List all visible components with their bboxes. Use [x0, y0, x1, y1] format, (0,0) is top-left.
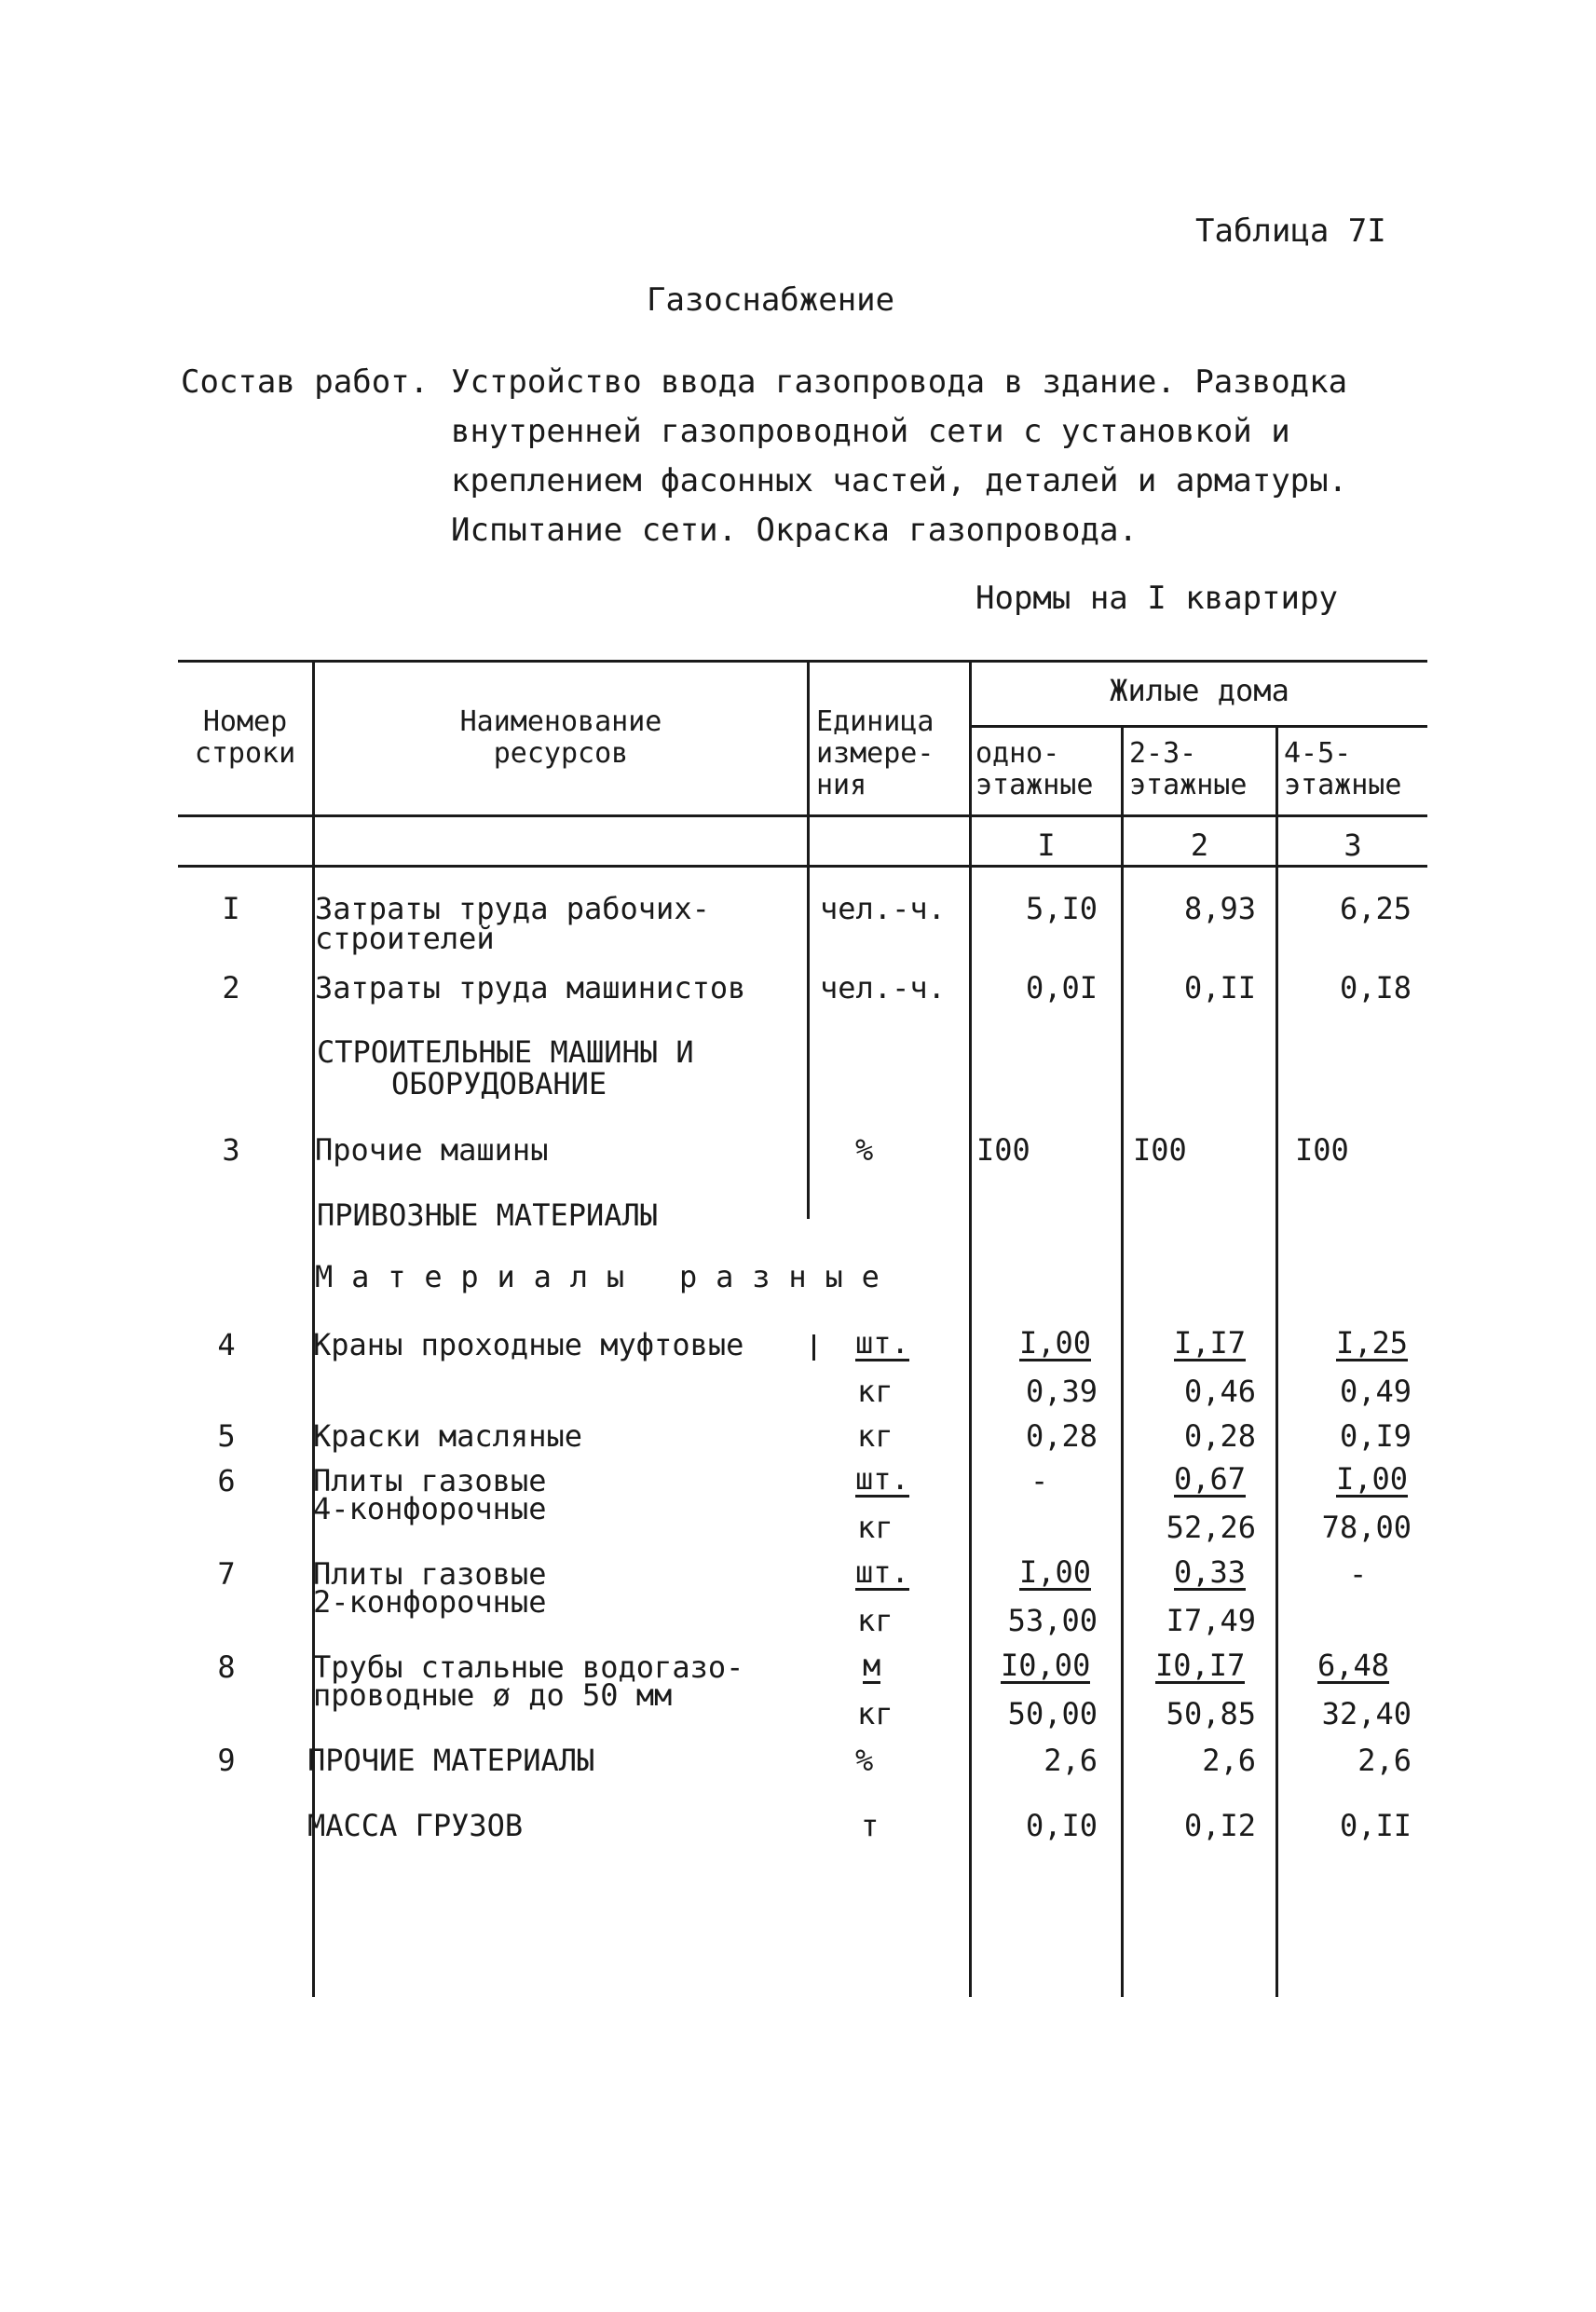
subsection-heading: Материалы разные — [315, 1259, 898, 1294]
value-cell: 0,39 — [1025, 1374, 1098, 1409]
value-cell: I00 — [976, 1132, 1030, 1168]
row-number: 7 — [217, 1556, 236, 1592]
header-col1: одно- этажные — [975, 737, 1094, 801]
composition-label: Состав работ. — [181, 363, 430, 401]
value-cell: 6,25 — [1339, 891, 1412, 926]
header-bottom-rule — [178, 814, 1427, 817]
value-cell: I,25 — [1336, 1325, 1409, 1361]
value-cell: 0,28 — [1183, 1418, 1256, 1454]
header-unit: Единица измере- ния — [816, 705, 934, 801]
unit-cell: шт. — [855, 1461, 909, 1497]
value-cell: I,00 — [1336, 1461, 1409, 1497]
col-index: I — [1037, 828, 1056, 863]
unit-cell: кг — [857, 1603, 893, 1638]
resource-name: Трубы стальные водогазо- проводные ø до 50 мм — [313, 1649, 744, 1713]
value-cell: I0,00 — [1001, 1648, 1091, 1683]
value-cell: 50,85 — [1166, 1696, 1256, 1731]
resource-name: Плиты газовые 2-конфорочные — [313, 1556, 547, 1620]
unit-cell: кг — [857, 1696, 893, 1731]
table-top-rule — [178, 660, 1427, 663]
index-rule — [178, 865, 1427, 868]
resource-name: ПРОЧИЕ МАТЕРИАЛЫ — [307, 1743, 595, 1778]
unit-cell: кг — [857, 1374, 893, 1409]
value-cell: I7,49 — [1166, 1603, 1256, 1638]
unit-cell: чел.-ч. — [820, 970, 946, 1006]
table-label: Таблица 7I — [1195, 212, 1386, 250]
resource-name: Краски масляные — [313, 1418, 582, 1454]
resource-name: МАССА ГРУЗОВ — [307, 1808, 524, 1843]
value-cell: 0,67 — [1174, 1461, 1247, 1497]
col-index: 3 — [1344, 828, 1362, 863]
value-cell: 2,6 — [1357, 1743, 1412, 1778]
value-cell: 5,I0 — [1025, 891, 1098, 926]
value-cell: 0,33 — [1174, 1554, 1247, 1590]
row-number: 4 — [217, 1327, 236, 1362]
col-index: 2 — [1190, 828, 1209, 863]
composition-line: креплением фасонных частей, деталей и арматуры. — [451, 462, 1348, 499]
value-cell: 0,46 — [1183, 1374, 1256, 1409]
unit-cell: % — [855, 1743, 874, 1778]
value-cell: 53,00 — [1007, 1603, 1098, 1638]
value-cell: 50,00 — [1007, 1696, 1098, 1731]
value-cell: 0,49 — [1339, 1374, 1412, 1409]
unit-cell: шт. — [855, 1325, 909, 1361]
value-cell: I00 — [1133, 1132, 1187, 1168]
header-resource: Наименование ресурсов — [459, 705, 662, 770]
value-cell: 2,6 — [1202, 1743, 1256, 1778]
composition-line: Испытание сети. Окраска газопровода. — [451, 512, 1138, 549]
value-cell: I,00 — [1019, 1325, 1092, 1361]
value-cell: I0,I7 — [1155, 1648, 1246, 1683]
unit-cell: кг — [857, 1418, 893, 1454]
unit-tick — [812, 1334, 815, 1361]
value-cell: 0,II — [1183, 970, 1256, 1006]
resource-name: Прочие машины — [315, 1132, 549, 1168]
value-cell: 0,0I — [1025, 970, 1098, 1006]
composition-line: Устройство ввода газопровода в здание. Разводка — [451, 363, 1348, 401]
section-title: Газоснабжение — [647, 281, 895, 319]
value-cell: I,00 — [1019, 1554, 1092, 1590]
value-cell: 0,II — [1339, 1808, 1412, 1843]
resource-name: Краны проходные муфтовые — [313, 1327, 744, 1362]
row-number: 5 — [217, 1418, 236, 1454]
value-cell: 52,26 — [1166, 1510, 1256, 1545]
value-cell: 0,I2 — [1183, 1808, 1256, 1843]
row-number: 3 — [222, 1132, 240, 1168]
row-number: 2 — [222, 970, 240, 1006]
value-cell: 78,00 — [1321, 1510, 1412, 1545]
value-cell: - — [1349, 1556, 1368, 1592]
value-cell: I00 — [1295, 1132, 1349, 1168]
value-cell: 0,I9 — [1339, 1418, 1412, 1454]
value-cell: 2,6 — [1044, 1743, 1098, 1778]
value-cell: I,I7 — [1174, 1325, 1247, 1361]
col-divider-unit — [807, 660, 810, 1219]
unit-cell: т — [861, 1808, 880, 1843]
resource-name: Затраты труда машинистов — [315, 970, 746, 1006]
resource-name: Плиты газовые 4-конфорочные — [313, 1463, 547, 1526]
value-cell: - — [1030, 1463, 1049, 1498]
value-cell: 0,28 — [1025, 1418, 1098, 1454]
header-row-no: Номер строки — [194, 705, 296, 770]
header-col3: 4-5- этажные — [1284, 737, 1402, 801]
unit-cell: чел.-ч. — [820, 891, 946, 926]
value-cell: 6,48 — [1317, 1648, 1390, 1683]
unit-cell: кг — [857, 1510, 893, 1545]
value-cell: 0,I0 — [1025, 1808, 1098, 1843]
resource-name: Затраты труда рабочих- строителей — [315, 891, 710, 956]
value-cell: 8,93 — [1183, 891, 1256, 926]
section-heading: ПРИВОЗНЫЕ МАТЕРИАЛЫ — [317, 1197, 659, 1233]
group-rule — [969, 725, 1427, 728]
value-cell: 0,I8 — [1339, 970, 1412, 1006]
row-number: 9 — [217, 1743, 236, 1778]
row-number: I — [222, 891, 240, 926]
unit-cell: % — [855, 1132, 874, 1168]
unit-cell: шт. — [855, 1554, 909, 1590]
norms-note: Нормы на I квартиру — [975, 580, 1338, 617]
composition-line: внутренней газопроводной сети с установкой и — [451, 413, 1290, 450]
row-number: 6 — [217, 1463, 236, 1498]
header-group: Жилые дома — [1110, 673, 1289, 708]
header-col2: 2-3- этажные — [1129, 737, 1248, 801]
section-heading: СТРОИТЕЛЬНЫЕ МАШИНЫ И ОБОРУДОВАНИЕ — [317, 1034, 694, 1101]
value-cell: 32,40 — [1321, 1696, 1412, 1731]
unit-cell: м — [863, 1648, 881, 1683]
row-number: 8 — [217, 1649, 236, 1685]
